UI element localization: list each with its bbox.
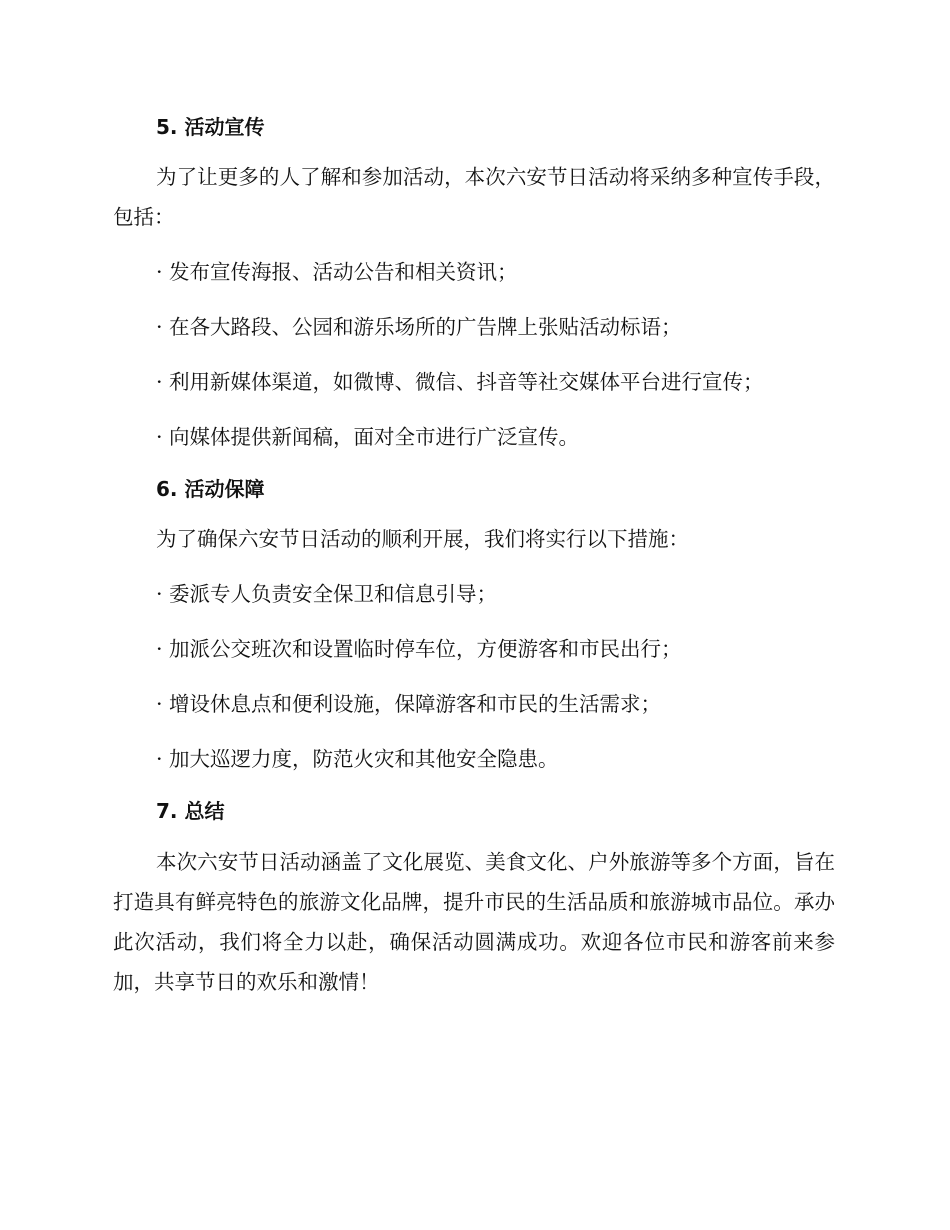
section-6-bullet-2: · 加派公交班次和设置临时停车位，方便游客和市民出行； — [156, 637, 682, 661]
section-6-bullet-4: · 加大巡逻力度，防范火灾和其他安全隐患。 — [156, 747, 559, 771]
section-5-bullet-4: · 向媒体提供新闻稿，面对全市进行广泛宣传。 — [156, 425, 580, 449]
section-6-bullet-3: · 增设休息点和便利设施，保障游客和市民的生活需求； — [156, 692, 662, 716]
section-5-heading: 5. 活动宣传 — [156, 115, 265, 139]
section-5-bullet-2: · 在各大路段、公园和游乐场所的广告牌上张贴活动标语； — [156, 315, 682, 339]
section-5-intro: 为了让更多的人了解和参加活动，本次六安节日活动将采纳多种宣传手段，包括： — [113, 165, 835, 229]
section-5-bullet-1: · 发布宣传海报、活动公告和相关资讯； — [156, 260, 518, 284]
section-6-heading: 6. 活动保障 — [156, 477, 265, 501]
document-content — [113, 112, 835, 1002]
section-7-body: 本次六安节日活动涵盖了文化展览、美食文化、户外旅游等多个方面，旨在打造具有鲜亮特色的旅游文化品牌，提升市民的生活品质和旅游城市品位。承办此次活动，我们将全力以赴，确保活动圆满成功。欢迎各位市民和游客前来参加，共享节日的欢乐和激情！ — [113, 850, 835, 994]
section-6-bullet-1: · 委派专人负责安全保卫和信息引导； — [156, 582, 498, 606]
section-5-bullet-3: · 利用新媒体渠道，如微博、微信、抖音等社交媒体平台进行宣传； — [156, 370, 764, 394]
section-6-intro: 为了确保六安节日活动的顺利开展，我们将实行以下措施： — [156, 527, 689, 551]
section-7-heading: 7. 总结 — [156, 799, 225, 823]
